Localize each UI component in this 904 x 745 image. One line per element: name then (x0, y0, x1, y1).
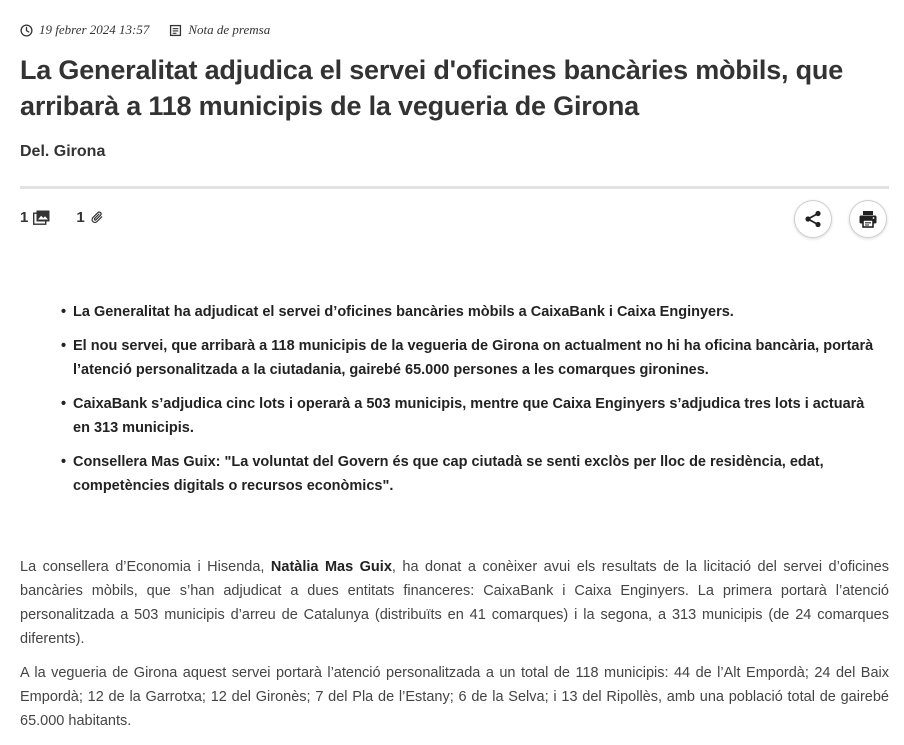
file-count[interactable] (76, 209, 104, 226)
images-icon (33, 210, 50, 225)
key-point: • El nou servei, que arribarà a 118 municipis de la vegueria de Girona on actualment no hi ha oficina bancària, portarà l’atenció personalitzada a la ciutadania, gairebé 65.000 persones a les comarques gironines. (58, 334, 878, 382)
paperclip-icon (90, 210, 105, 225)
image-count[interactable] (20, 209, 50, 226)
key-points-list (58, 300, 878, 508)
share-button[interactable] (794, 200, 832, 238)
publish-date (20, 22, 149, 38)
share-icon (803, 209, 823, 229)
content-type-text: Nota de premsa (188, 22, 271, 37)
file-count-value: 1 (76, 209, 85, 226)
key-point: • Consellera Mas Guix: "La voluntat del Govern és que cap ciutadà se senti exclòs per lloc de residència, edat, competències digitals o recursos econòmics". (58, 450, 878, 498)
body-paragraph: A la vegueria de Girona aquest servei portarà l’atenció personalitzada a un total de 118 municipis: 44 de l’Alt Empordà; 24 del Baix Empordà; 12 de la Garrotxa; 12 del Gironès; 7 del Pla de l’Estany; 6 de la Selva; i 13 del Ripollès, amb una població total de gairebé 65.000 habitants. (20, 665, 889, 729)
paragraph-text: , ha donat a conèixer avui els resultats de la licitació del servei d’oficines bancàries mòbils, que s’han adjudicat a dues entitats financeres: CaixaBank i Caixa Enginyers. La primera portarà l’atenció personalitzada a 503 municipis d’arreu de Catalunya (distribuïts en 41 comarques) i la segona, a 313 municipis (de 24 comarques diferents). (20, 559, 889, 647)
document-icon (169, 24, 182, 37)
minister-name: Natàlia Mas Guix (270, 559, 392, 575)
page-title: La Generalitat adjudica el servei d'oficines bancàries mòbils, que arribarà a 118 municipis de la vegueria de Girona (20, 55, 844, 121)
article-meta (20, 22, 270, 38)
divider (20, 186, 889, 189)
content-type (169, 22, 270, 38)
publish-date-text: 19 febrer 2024 13:57 (39, 22, 150, 37)
article-body (20, 555, 889, 743)
body-paragraph (20, 555, 889, 651)
key-point: • CaixaBank s’adjudica cinc lots i operarà a 503 municipis, mentre que Caixa Enginyers s’adjudica tres lots i actuarà en 313 municipis. (58, 392, 878, 440)
key-point: • La Generalitat ha adjudicat el servei d’oficines bancàries mòbils a CaixaBank i Caixa Enginyers. (58, 300, 878, 324)
print-icon (858, 209, 878, 229)
department-label: Del. Girona (20, 143, 106, 160)
image-count-value: 1 (20, 209, 29, 226)
attachment-counts (20, 209, 105, 226)
paragraph-text: La consellera d’Economia i Hisenda, (20, 559, 271, 575)
print-button[interactable] (849, 200, 887, 238)
clock-icon (20, 24, 33, 37)
